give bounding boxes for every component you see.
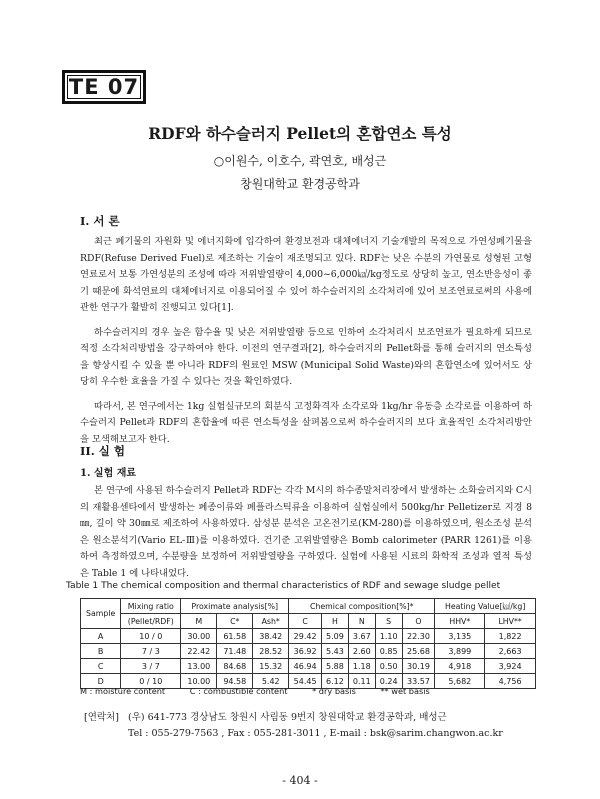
subsection-heading-materials: 1. 실험 재료 xyxy=(80,468,137,479)
value-cell: 0.11 xyxy=(348,674,375,689)
value-cell: 30.19 xyxy=(402,659,435,674)
value-cell: 36.92 xyxy=(289,644,322,659)
intro-paragraph: 따라서, 본 연구에서는 1kg 실험실규모의 회분식 고정화격자 소각로와 1kg/hr 유동층 소각로를 이용하여 하수슬러지 Pellet과 RDF의 혼합율에 따른 연소특성을 살펴봄으로써 하수슬러지의 보다 효율적인 소각처리방안을 모색해보고자 한다. xyxy=(80,400,532,445)
value-cell: 15.32 xyxy=(253,659,289,674)
column-header: S xyxy=(375,614,402,629)
table-caption: Table 1 The chemical composition and thermal characteristics of RDF and sewage sludge pellet xyxy=(66,581,501,591)
value-cell: 25.68 xyxy=(402,644,435,659)
composition-table xyxy=(80,598,536,689)
mixing-ratio-cell: 0 / 10 xyxy=(121,674,181,689)
value-cell: 0.24 xyxy=(375,674,402,689)
value-cell: 46.94 xyxy=(289,659,322,674)
page-number: - 404 - xyxy=(282,774,318,787)
value-cell: 38.42 xyxy=(253,629,289,644)
value-cell: 30.00 xyxy=(181,629,217,644)
contact-address: (우) 641-773 경상남도 창원시 사림동 9번지 창원대학교 환경공학과, 배성근 xyxy=(128,712,447,723)
mixing-ratio-cell: 7 / 3 xyxy=(121,644,181,659)
sample-cell: D xyxy=(81,674,121,689)
contact-phone: Tel : 055-279-7563 , Fax : 055-281-3011 , E-mail : bsk@sarim.changwon.ac.kr xyxy=(128,728,503,739)
intro-paragraph: 하수슬러지의 경우 높은 함수율 및 낮은 저위발열량 등으로 인하여 소각처리시 보조연료가 필요하게 되므로 적정 소각처리방법을 강구하여야 한다. 이전의 연구결과[2], 하수슬러지의 Pellet화를 통해 슬러지의 연소특성을 향상시킬 수 있을 뿐 아니라 RDF의 원료인 MSW (Municipal Solid Waste)와의 혼합연소에 있어서도 상당히 우수한 효율을 가질 수 있다는 것을 확인하였다. xyxy=(80,326,532,387)
section-heading-intro: I. 서 론 xyxy=(80,214,120,228)
column-header: M xyxy=(181,614,217,629)
value-cell: 54.45 xyxy=(289,674,322,689)
value-cell: 0.50 xyxy=(375,659,402,674)
value-cell: 2,663 xyxy=(485,644,536,659)
table-notes xyxy=(80,686,540,696)
header-proximate: Proximate analysis[%] xyxy=(181,599,289,614)
intro-body xyxy=(80,234,532,456)
value-cell: 3,899 xyxy=(435,644,485,659)
value-cell: 4,918 xyxy=(435,659,485,674)
column-header: O xyxy=(402,614,435,629)
value-cell: 4,756 xyxy=(485,674,536,689)
column-header: Ash* xyxy=(253,614,289,629)
table-note: * dry basis xyxy=(312,686,356,696)
value-cell: 5.09 xyxy=(322,629,349,644)
paper-title: RDF와 하수슬러지 Pellet의 혼합연소 특성 xyxy=(148,124,452,143)
value-cell: 33.57 xyxy=(402,674,435,689)
table-note: C : combustible content xyxy=(189,686,288,696)
materials-paragraph: 본 연구에 사용된 하수슬러지 Pellet과 RDF는 각각 M시의 하수종말처리장에서 발생하는 소화슬러지와 C시의 재활용센타에서 발생하는 폐종이류와 폐플라스틱류을 이용하여 실험실에서 500kg/hr Pelletizer로 지경 8㎜, 길이 약 30㎜로 제조하여 사용하였다. 삼성분 분석은 고온전기로(KM-280)를 이용하였으며, 원소조성 분석은 원소분석기(Vario EL-Ⅲ)를 이용하였다. 건기준 고위발열량은 Bomb calorimeter (PARR 1261)를 이용하여 측정하였으며, 수분량을 보정하여 저위발열량을 구하였다. 실험에 사용된 시료의 화학적 조성과 열적 특성은 Table 1 에 나타내었다. xyxy=(80,485,532,579)
column-header: C xyxy=(289,614,322,629)
value-cell: 0.85 xyxy=(375,644,402,659)
value-cell: 1.10 xyxy=(375,629,402,644)
header-sample: Sample xyxy=(81,599,121,629)
column-header: LHV** xyxy=(485,614,536,629)
sample-cell: A xyxy=(81,629,121,644)
value-cell: 1.18 xyxy=(348,659,375,674)
materials-body xyxy=(80,483,532,590)
value-cell: 22.42 xyxy=(181,644,217,659)
authors: ○이원수, 이호수, 곽연호, 배성근 xyxy=(213,154,387,168)
table-note: ** wet basis xyxy=(380,686,430,696)
table-row xyxy=(81,659,536,674)
column-header: C* xyxy=(217,614,253,629)
value-cell: 5.88 xyxy=(322,659,349,674)
table-row xyxy=(81,644,536,659)
column-header: N xyxy=(348,614,375,629)
value-cell: 28.52 xyxy=(253,644,289,659)
sample-cell: C xyxy=(81,659,121,674)
value-cell: 84.68 xyxy=(217,659,253,674)
mixing-ratio-cell: 3 / 7 xyxy=(121,659,181,674)
value-cell: 71.48 xyxy=(217,644,253,659)
affiliation: 창원대학교 환경공학과 xyxy=(240,177,360,191)
column-header: H xyxy=(322,614,349,629)
sample-cell: B xyxy=(81,644,121,659)
intro-paragraph: 최근 폐기물의 자원화 및 에너지화에 입각하여 환경보전과 대체에너지 기술개발의 목적으로 가연성폐기물을 RDF(Refuse Derived Fuel)로 제조하는 기술이 재조명되고 있다. RDF는 낮은 수분의 가연물로 성형된 고형연료로서 보통 가연성분의 조성에 따라 저위발열량이 4,000~6,000㎉/kg정도로 상당히 높고, 연소반응성이 좋기 때문에 화석연료의 대체에너지로 이용되어질 수 있어 하수슬러지의 소각처리에 있어 보조연료로써의 사용에 관한 연구가 활발히 진행되고 있다[1]. xyxy=(80,236,532,313)
contact-line xyxy=(84,709,447,723)
column-header: HHV* xyxy=(435,614,485,629)
value-cell: 10.00 xyxy=(181,674,217,689)
header-mixing-sub: (Pellet/RDF) xyxy=(121,614,181,629)
value-cell: 3,135 xyxy=(435,629,485,644)
value-cell: 6.12 xyxy=(322,674,349,689)
mixing-ratio-cell: 10 / 0 xyxy=(121,629,181,644)
value-cell: 3.67 xyxy=(348,629,375,644)
value-cell: 13.00 xyxy=(181,659,217,674)
value-cell: 5.43 xyxy=(322,644,349,659)
value-cell: 1,822 xyxy=(485,629,536,644)
value-cell: 5,682 xyxy=(435,674,485,689)
value-cell: 29.42 xyxy=(289,629,322,644)
table-note: M : moisture content xyxy=(80,686,166,696)
header-heating: Heating Value[㎉/kg] xyxy=(435,599,536,614)
value-cell: 61.58 xyxy=(217,629,253,644)
value-cell: 5.42 xyxy=(253,674,289,689)
value-cell: 3,924 xyxy=(485,659,536,674)
session-badge: TE 07 xyxy=(62,70,146,104)
header-mixing-ratio: Mixing ratio xyxy=(121,599,181,614)
value-cell: 94.58 xyxy=(217,674,253,689)
section-heading-experiment: II. 실 험 xyxy=(80,444,125,458)
value-cell: 2.60 xyxy=(348,644,375,659)
value-cell: 22.30 xyxy=(402,629,435,644)
contact-label: [연락처] xyxy=(84,712,119,723)
header-chemical: Chemical composition[%]* xyxy=(289,599,435,614)
table-row xyxy=(81,629,536,644)
